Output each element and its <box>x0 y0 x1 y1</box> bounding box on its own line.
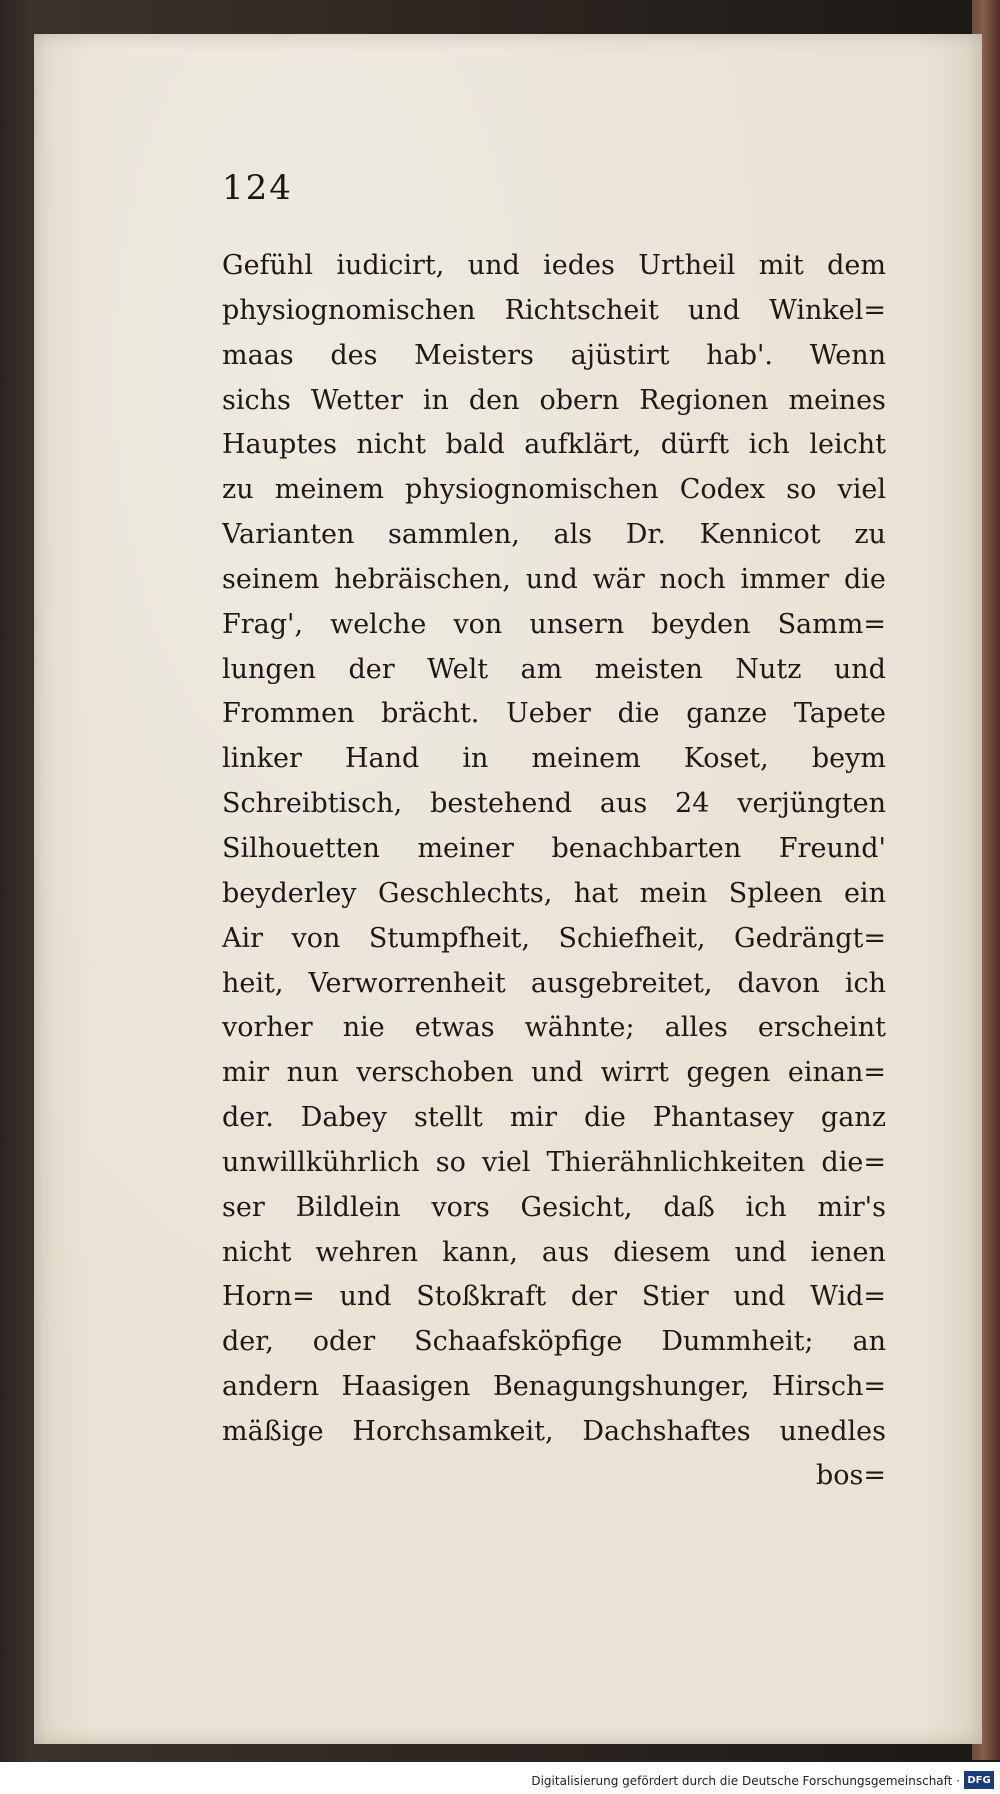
text-line: sichs Wetter in den obern Regionen meines <box>222 384 886 416</box>
footer-bar <box>0 1762 1000 1794</box>
catchword: bos= <box>815 1460 886 1491</box>
text-line: Frag', welche von unsern beyden Samm= <box>222 608 886 640</box>
text-line: mäßige Horchsamkeit, Dachshaftes unedles <box>222 1415 886 1447</box>
text-line: nicht wehren kann, aus diesem und ienen <box>222 1236 886 1268</box>
text-line: Varianten sammlen, als Dr. Kennicot zu <box>222 519 886 551</box>
text-line: maas des Meisters ajüstirt hab'. Wenn <box>222 339 886 371</box>
text-line: beyderley Geschlechts, hat mein Spleen ein <box>222 877 886 909</box>
dfg-logo-icon: DFG <box>964 1771 994 1789</box>
text-line: heit, Verworrenheit ausgebreitet, davon ich <box>222 967 886 999</box>
body-text <box>222 244 886 1455</box>
text-line: der, oder Schaafsköpfige Dummheit; an <box>222 1326 886 1358</box>
text-line: linker Hand in meinem Koset, beym <box>222 743 886 775</box>
text-line: zu meinem physiognomischen Codex so viel <box>222 474 886 506</box>
text-line: vorher nie etwas wähnte; alles erscheint <box>222 1012 886 1044</box>
text-line: mir nun verschoben und wirrt gegen einan= <box>222 1057 886 1089</box>
text-line: Gefühl iudicirt, und iedes Urtheil mit dem <box>222 250 886 281</box>
text-line: physiognomischen Richtscheit und Winkel= <box>222 294 886 326</box>
text-line: Silhouetten meiner benachbarten Freund' <box>222 832 886 864</box>
text-line: seinem hebräischen, und wär noch immer die <box>222 563 886 595</box>
text-line: der. Dabey stellt mir die Phantasey ganz <box>222 1102 886 1134</box>
text-line: andern Haasigen Benagungshunger, Hirsch= <box>222 1371 886 1403</box>
text-line: Frommen brächt. Ueber die ganze Tapete <box>222 698 886 730</box>
text-line: Hauptes nicht bald aufklärt, dürft ich leicht <box>222 429 886 461</box>
text-line: lungen der Welt am meisten Nutz und <box>222 653 886 685</box>
text-line: unwillkührlich so viel Thierähnlichkeiten die= <box>222 1146 886 1178</box>
text-line: Horn= und Stoßkraft der Stier und Wid= <box>222 1281 886 1313</box>
funding-notice: Digitalisierung gefördert durch die Deutsche Forschungsgemeinschaft · <box>531 1774 960 1788</box>
text-line: Schreibtisch, bestehend aus 24 verjüngten <box>222 788 886 820</box>
text-line: ser Bildlein vors Gesicht, daß ich mir's <box>222 1191 886 1223</box>
page-number: 124 <box>222 168 293 208</box>
text-line: Air von Stumpfheit, Schiefheit, Gedrängt= <box>222 922 886 954</box>
